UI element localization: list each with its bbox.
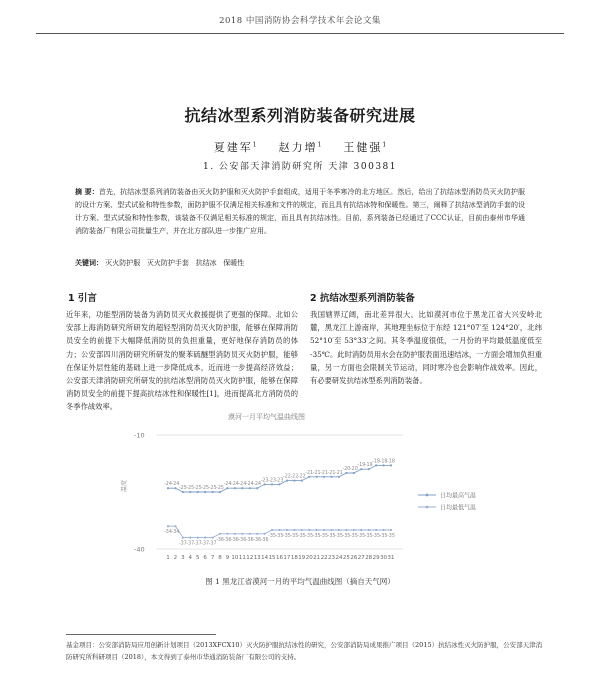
data-point	[226, 533, 228, 535]
x-tick-label: 1	[166, 555, 170, 561]
data-label: -23	[268, 478, 276, 484]
author-name: 夏建军	[213, 141, 253, 154]
x-tick-label: 7	[210, 555, 215, 561]
chart-title: 漠河一月平均气温曲线图	[228, 413, 305, 421]
data-point	[167, 525, 169, 527]
x-tick-label: 29	[372, 555, 380, 561]
x-tick-label: 9	[225, 555, 230, 561]
data-point	[204, 537, 206, 539]
keyword: 抗结冰	[195, 259, 217, 267]
data-point	[219, 491, 221, 493]
data-point	[293, 480, 295, 482]
data-label: -18	[387, 459, 395, 465]
legend-marker	[426, 494, 429, 497]
data-label: -37	[178, 541, 187, 547]
data-point	[360, 468, 362, 470]
data-label: -35	[320, 534, 329, 539]
data-point	[234, 533, 236, 535]
x-tick-label: 11	[238, 555, 246, 561]
data-point	[219, 533, 221, 535]
data-point	[345, 472, 347, 474]
data-point	[323, 476, 325, 478]
x-tick-label: 31	[387, 555, 395, 561]
data-point	[330, 529, 332, 531]
x-tick-label: 5	[195, 555, 200, 561]
data-point	[338, 529, 340, 531]
data-point	[234, 487, 236, 489]
data-label: -21	[305, 470, 314, 476]
data-label: -24	[230, 482, 239, 488]
data-point	[241, 487, 243, 489]
x-tick-label: 18	[290, 555, 298, 561]
x-tick-label: 19	[298, 555, 306, 561]
data-point	[256, 487, 258, 489]
data-label: -36	[260, 537, 269, 543]
data-label: -24	[171, 482, 180, 488]
data-label: -21	[320, 470, 329, 476]
data-label: -35	[335, 534, 343, 539]
data-point	[249, 487, 251, 489]
author-affiliation-mark: 1	[382, 141, 387, 149]
data-label: -37	[208, 541, 217, 547]
x-tick-label: 12	[246, 555, 254, 561]
data-point	[212, 537, 214, 539]
author-affiliation-mark: 1	[317, 141, 322, 149]
data-label: -36	[253, 537, 262, 543]
data-point	[271, 529, 273, 531]
x-tick-label: 17	[283, 555, 291, 561]
data-label: -36	[230, 537, 239, 543]
data-label: -19	[357, 463, 366, 469]
data-point	[390, 529, 392, 531]
data-point	[286, 529, 288, 531]
data-label: -35	[372, 534, 381, 539]
data-point	[375, 529, 377, 531]
data-point	[189, 491, 191, 493]
x-tick-label: 30	[380, 555, 388, 561]
data-point	[278, 483, 280, 485]
data-point	[264, 483, 266, 485]
data-label: -37	[193, 541, 202, 547]
data-label: -36	[223, 537, 232, 543]
data-label: -22	[290, 474, 299, 480]
data-label: -20	[349, 467, 358, 472]
figure-caption: 图 1 黑龙江省漠河一月的平均气温曲线图（摘自天气网）	[205, 577, 395, 586]
data-label: -18	[379, 459, 388, 465]
data-point	[390, 464, 392, 466]
data-label: -22	[297, 474, 306, 480]
data-label: -25	[193, 486, 202, 491]
data-label: -22	[283, 474, 291, 480]
data-point	[174, 525, 176, 527]
data-label: -20	[342, 467, 351, 472]
footnote-rule	[66, 634, 216, 635]
data-point	[301, 480, 303, 482]
data-label: -35	[275, 534, 284, 539]
data-label: -18	[372, 459, 381, 465]
legend-label: 日均最低气温	[440, 504, 477, 512]
data-point	[264, 533, 266, 535]
keyword: 灭火防护手套	[146, 259, 189, 267]
data-label: -23	[260, 478, 269, 484]
y-axis-label: 温度	[121, 479, 128, 492]
data-point	[182, 491, 184, 493]
data-point	[316, 529, 318, 531]
temperature-chart	[118, 405, 498, 575]
data-label: -35	[387, 534, 395, 539]
x-tick-label: 3	[181, 555, 185, 561]
x-tick-label: 16	[276, 555, 283, 561]
author-name: 赵力增	[278, 141, 318, 154]
data-point	[249, 533, 251, 535]
data-point	[308, 529, 310, 531]
data-point	[189, 537, 191, 539]
abstract	[75, 186, 525, 238]
author-affiliation-mark: 1	[252, 141, 257, 149]
data-label: -21	[335, 470, 343, 476]
x-tick-label: 6	[203, 555, 207, 561]
data-point	[345, 529, 347, 531]
data-point	[256, 533, 258, 535]
keyword: 灭火防护服	[105, 259, 141, 267]
x-tick-label: 24	[335, 555, 343, 561]
data-point	[182, 537, 184, 539]
data-label: -35	[349, 534, 358, 539]
y-tick-label: -40	[134, 545, 145, 554]
section-heading-equipment: 2 抗结冰型系列消防装备	[310, 293, 415, 304]
data-point	[241, 533, 243, 535]
data-label: -24	[164, 482, 172, 488]
x-tick-label: 10	[231, 555, 239, 561]
data-label: -24	[238, 482, 247, 488]
data-label: -34	[171, 530, 180, 536]
data-point	[293, 529, 295, 531]
data-point	[330, 476, 332, 478]
abstract-label: 摘 要：	[75, 188, 99, 196]
data-label: -35	[327, 534, 336, 539]
data-point	[226, 487, 228, 489]
keywords	[75, 257, 525, 269]
data-label: -19	[364, 463, 373, 469]
data-point	[286, 480, 288, 482]
x-tick-label: 26	[350, 555, 358, 561]
data-point	[174, 487, 176, 489]
data-label: -25	[186, 486, 195, 491]
keyword: 保暖性	[223, 259, 245, 267]
data-label: -36	[216, 537, 224, 543]
data-label: -37	[201, 541, 210, 547]
data-point	[212, 491, 214, 493]
data-label: -24	[223, 482, 232, 488]
data-point	[167, 487, 169, 489]
paper-title: 抗结冰型系列消防装备研究进展	[184, 106, 416, 125]
data-point	[197, 537, 199, 539]
y-tick-label: -10	[134, 431, 145, 440]
x-tick-label: 22	[320, 555, 328, 561]
data-point	[353, 472, 355, 474]
x-tick-label: 14	[261, 555, 269, 561]
data-label: -25	[178, 486, 187, 491]
data-label: -25	[201, 486, 210, 491]
legend-marker	[426, 506, 429, 509]
data-label: -35	[305, 534, 314, 539]
data-point	[308, 476, 310, 478]
footnote: 基金项目：公安部消防局应用创新计划项目（2013XFCX10）灭火防护服抗结冰性的研究，公安部消防局成果推广项目（2015）抗结冰性灭火防护服，公安部天津消防研究所科研项目（2018），本文得到了泰州市华通消防装备厂有限公司的支持。	[66, 641, 543, 661]
data-label: -35	[290, 534, 299, 539]
data-point	[323, 529, 325, 531]
data-label: -35	[312, 534, 321, 539]
affiliation: 1. 公安部天津消防研究所 天津 300381	[202, 162, 398, 172]
data-label: -24	[245, 482, 254, 488]
data-point	[338, 476, 340, 478]
running-header: 2018 中国消防协会科学技术年会论文集	[219, 16, 381, 26]
x-tick-label: 25	[342, 555, 350, 561]
data-label: -35	[342, 534, 351, 539]
data-point	[360, 529, 362, 531]
data-label: -35	[283, 534, 291, 539]
header-rule	[36, 33, 564, 34]
x-tick-label: 4	[188, 555, 193, 561]
data-point	[301, 529, 303, 531]
data-label: -35	[379, 534, 388, 539]
author-name: 王健强	[343, 141, 383, 154]
x-tick-label: 27	[357, 555, 365, 561]
section-heading-introduction: 1 引言	[68, 293, 97, 304]
data-label: -37	[186, 541, 195, 547]
data-point	[382, 529, 384, 531]
data-point	[368, 468, 370, 470]
data-point	[197, 491, 199, 493]
x-tick-label: 28	[365, 555, 373, 561]
data-label: -36	[238, 537, 247, 543]
legend-label: 日均最高气温	[440, 492, 477, 500]
abstract-text: 首先，抗结冰型系列消防装备由灭火防护服和灭火防护手套组成，适用于冬季寒冷的北方地区。然后，给出了抗结冰型消防员灭火防护服的设计方案、型式试验和特性参数，面防护服不仅满足相关标准和文件的规定，而且具有抗结冰特和保暖性。第三，阐释了抗结冰型消防手套的设计方案、型式试验和特性参数，该装备不仅满足相关标准的规定，而且具有抗结冰性。目前，系列装备已经通过了CCC认证，目前由泰州市华通消防装备厂有限公司批量生产，并在北方部队进一步推广应用。	[75, 188, 526, 235]
data-label: -35	[297, 534, 306, 539]
data-label: -21	[312, 470, 321, 476]
keywords-label: 关键词：	[75, 259, 103, 267]
data-point	[271, 483, 273, 485]
data-label: -25	[208, 486, 217, 491]
x-tick-label: 13	[253, 555, 261, 561]
data-point	[368, 529, 370, 531]
section-body-equipment: 我国辖界辽阔，南北差异很大。比如漠河市位于黑龙江省大兴安岭北麓，黑龙江上游南岸，其地理坐标位于东经 121°07′至 124°20′，北纬 52°10′至 53°33′之间。其冬季温度很低，一月份的平均最低温度低至 -35℃。此时消防员用水会在防护服表面迅速结冰，一方面会增加负担重量，另一方面也会限制关节运动，同时寒冷也会影响作战效率。因此，有必要研发抗结冰型系列消防装备。	[310, 310, 542, 386]
chart-svg	[118, 405, 498, 575]
data-point	[353, 529, 355, 531]
data-label: -23	[275, 478, 284, 484]
data-label: -25	[216, 486, 224, 491]
x-tick-label: 2	[173, 555, 178, 561]
author-list	[0, 139, 600, 155]
data-point	[278, 529, 280, 531]
data-label: -36	[245, 537, 254, 543]
x-tick-label: 15	[268, 555, 276, 561]
data-label: -35	[357, 534, 366, 539]
data-point	[375, 464, 377, 466]
x-tick-label: 20	[305, 555, 313, 561]
x-tick-label: 23	[328, 555, 336, 561]
x-tick-label: 8	[218, 555, 222, 561]
data-point	[382, 464, 384, 466]
data-label: -35	[268, 534, 276, 539]
section-body-introduction: 近年来，功能型消防装备为消防员灭火救援提供了更强的保障。北如公安部上海消防研究所研发的超轻型消防员灭火防护服，能够在保障消防员安全的前提下大幅降低消防员的负担重量，更好地保存消防员的体力；公安部四川消防研究所研发的聚苯硫醚型消防员灭火防护服，能够在保证外层性能的基础上进一步降低成本，近而进一步提高经济效益；公安部天津消防研究所研发的抗结冰型消防员灭火防护服，能够在保障消防员安全的前提下提高抗结冰性和保暖性[1]，进而提高北方消防员的冬季作战效率。	[66, 310, 298, 412]
x-tick-label: 21	[313, 555, 321, 561]
data-point	[204, 491, 206, 493]
data-label: -21	[327, 470, 336, 476]
data-point	[316, 476, 318, 478]
data-label: -35	[364, 534, 373, 539]
data-label: -34	[164, 530, 172, 536]
data-label: -24	[253, 482, 262, 488]
